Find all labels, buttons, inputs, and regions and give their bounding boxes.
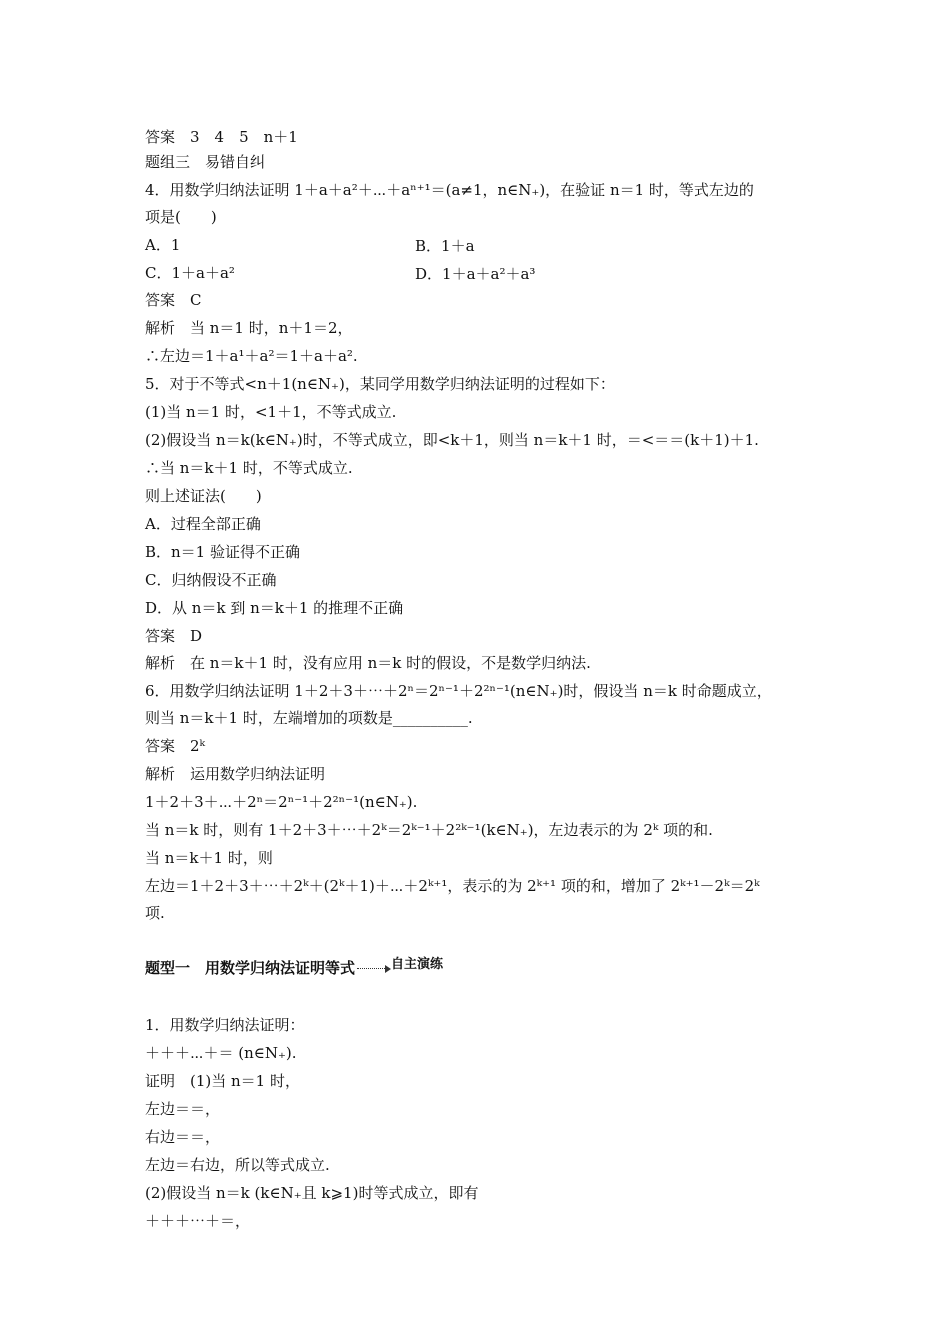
text-line: 6．用数学归纳法证明 1＋2＋3＋⋯＋2ⁿ＝2ⁿ⁻¹＋2²ⁿ⁻¹(n∈N₊)时，假设当 n＝k 时命题成立， [145, 682, 772, 700]
text-line: 解析 当 n＝1 时，n＋1＝2， [145, 319, 353, 337]
text-line: ＋＋＋⋯＋＝ (n∈N₊). [145, 1044, 297, 1062]
option-d: D．1＋a＋a²＋a³ [415, 265, 536, 283]
option-c: C．1＋a＋a² [145, 264, 235, 282]
text-line: 左边＝右边，所以等式成立. [145, 1156, 330, 1174]
text-line: ＋＋＋⋯＋＝， [145, 1212, 251, 1230]
text-line: 则上述证法( ) [145, 487, 262, 505]
section-title: 题型一 用数学归纳法证明等式 [145, 959, 356, 977]
text-line: 解析 运用数学归纳法证明 [145, 765, 326, 783]
text-line: 证明 (1)当 n＝1 时， [145, 1072, 300, 1090]
text-line: 解析 在 n＝k＋1 时，没有应用 n＝k 时的假设，不是数学归纳法. [145, 654, 591, 672]
text-line: 当 n＝k＋1 时，则 [145, 849, 273, 867]
text-line: 左边＝1＋2＋3＋⋯＋2ᵏ＋(2ᵏ＋1)＋⋯＋2ᵏ⁺¹，表示的为 2ᵏ⁺¹ 项的和，增加了 2ᵏ⁺¹－2ᵏ＝2ᵏ [145, 877, 760, 895]
text-line: 当 n＝k 时，则有 1＋2＋3＋⋯＋2ᵏ＝2ᵏ⁻¹＋2²ᵏ⁻¹(k∈N₊)，左边表示的为 2ᵏ 项的和. [145, 821, 713, 839]
text-line: 1＋2＋3＋⋯＋2ⁿ＝2ⁿ⁻¹＋2²ⁿ⁻¹(n∈N₊). [145, 793, 418, 811]
text-line: 答案 C [145, 291, 202, 309]
text-line: 1．用数学归纳法证明： [145, 1016, 305, 1034]
text-line: C．归纳假设不正确 [145, 571, 277, 589]
text-line: 答案 2ᵏ [145, 737, 206, 755]
text-line: 答案 D [145, 627, 203, 645]
text-line: 项是( ) [145, 208, 217, 226]
section-heading [145, 958, 443, 980]
text-line: 5．对于不等式<n＋1(n∈N₊)，某同学用数学归纳法证明的过程如下： [145, 375, 615, 393]
text-line: 4．用数学归纳法证明 1＋a＋a²＋⋯＋aⁿ⁺¹＝(a≠1，n∈N₊)，在验证 n＝1 时，等式左边的 [145, 181, 754, 199]
text-line: 题组三 易错自纠 [145, 153, 266, 171]
text-line: 右边＝＝， [145, 1128, 221, 1146]
dotted-arrow-icon [357, 968, 385, 969]
option-a: A．1 [145, 236, 181, 254]
text-line: (1)当 n＝1 时，<1＋1，不等式成立. [145, 403, 397, 421]
text-line: B．n＝1 验证得不正确 [145, 543, 300, 561]
text-line: 项. [145, 904, 165, 922]
text-line: A．过程全部正确 [145, 515, 261, 533]
text-line: 左边＝＝， [145, 1100, 221, 1118]
option-row-ab [145, 235, 180, 255]
option-row-cd [145, 263, 235, 283]
text-line: D．从 n＝k 到 n＝k＋1 的推理不正确 [145, 599, 404, 617]
text-line: ∴当 n＝k＋1 时，不等式成立. [145, 459, 353, 477]
text-line: 则当 n＝k＋1 时，左端增加的项数是__________. [145, 709, 473, 727]
text-line: (2)假设当 n＝k(k∈N₊)时，不等式成立，即<k＋1，则当 n＝k＋1 时，＝<＝＝(k＋1)＋1. [145, 431, 759, 449]
text-line: (2)假设当 n＝k (k∈N₊且 k⩾1)时等式成立，即有 [145, 1184, 479, 1202]
text-line: 答案 3 4 5 n＋1 [145, 128, 298, 146]
section-tag: 自主演练 [391, 957, 444, 972]
option-b: B．1＋a [415, 237, 475, 255]
text-line: ∴左边＝1＋a¹＋a²＝1＋a＋a². [145, 347, 358, 365]
